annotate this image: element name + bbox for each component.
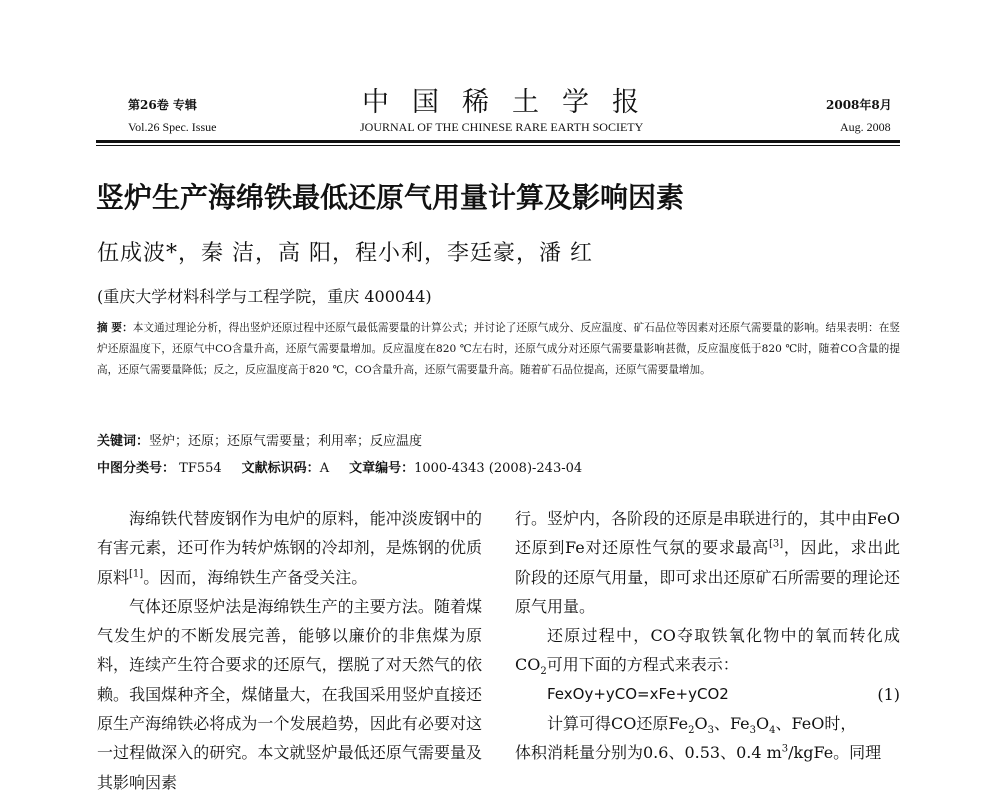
body-paragraph: 计算可得CO还原$Fe_2O_3$、$Fe_3O_4$、FeO时， <box>547 714 857 737</box>
article-title: 竖炉生产海绵铁最低还原气用量计算及影响因素 <box>96 181 685 214</box>
keywords-text: 竖炉；还原；还原气需要量；利用率；反应温度 <box>149 434 423 449</box>
equation: FexOy+yCO=xFe+yCO2 <box>547 684 729 703</box>
body-paragraph: 行。竖炉内，各阶段的还原是串联进行的，其中由FeO还原到Fe对还原性气氛的要求最高[3]，因此，求出此阶段的还原气用量，即可求出还原矿石所需要的理论还原气用量。 <box>515 509 900 616</box>
volume-en: Vol.26 Spec. Issue <box>128 120 217 134</box>
doccode-value: A <box>319 461 330 476</box>
header-rule-thick <box>96 140 900 143</box>
date-en: Aug. 2008 <box>840 120 891 134</box>
journal-title-en: JOURNAL OF THE CHINESE RARE EARTH SOCIETY <box>360 120 644 134</box>
affiliation: (重庆大学材料科学与工程学院，重庆 400044) <box>97 287 432 306</box>
body-paragraph: 海绵铁代替废钢作为电炉的原料，能冲淡废钢中的有害元素，还可作为转炉炼钢的冷却剂，是炼钢的优质原料[1]。因而，海绵铁生产备受关注。 <box>97 509 482 587</box>
keywords-line <box>97 430 422 449</box>
keywords-label: 关键词： <box>97 434 150 449</box>
author-list: 伍成波*，秦 洁，高 阳，程小利，李廷豪，潘 红 <box>97 241 593 266</box>
equation-number: (1) <box>877 684 900 704</box>
header-rule-thin <box>96 145 900 146</box>
equation-row <box>515 680 900 709</box>
article-no-value: 1000-4343 (2008)-243-04 <box>414 461 583 476</box>
date-cn: 2008年8月 <box>826 98 892 112</box>
class-value: TF554 <box>179 461 222 476</box>
citation: [1] <box>129 568 144 580</box>
classification-line <box>97 457 582 476</box>
body-paragraph: 还原过程中，CO夺取铁氧化物中的氧而转化成$CO_2$可用下面的方程式来表示： <box>515 626 900 678</box>
body-column-left <box>97 504 482 797</box>
body-paragraph: 体积消耗量分别为0.6、0.53、0.4 $m^3$/kgFe。同理 <box>515 743 882 763</box>
journal-title-cn: 中国稀土学报 <box>362 87 662 118</box>
citation: [3] <box>769 538 784 550</box>
volume-cn: 第26卷 专辑 <box>128 98 197 112</box>
body-column-right <box>515 504 900 768</box>
class-label: 中图分类号： <box>97 461 176 476</box>
abstract <box>97 318 900 381</box>
doccode-label: 文献标识码： <box>241 461 320 476</box>
body-paragraph: 气体还原竖炉法是海绵铁生产的主要方法。随着煤气发生炉的不断发展完善，能够以廉价的非焦煤为原料，连续产生符合要求的还原气，摆脱了对天然气的依赖。我国煤种齐全，煤储量大，在我国采用竖炉直接还原生产海绵铁必将成为一个发展趋势，因此有必要对这一过程做深入的研究。本文就竖炉最低还原气需要量及其影响因素 <box>97 596 482 792</box>
abstract-text: 本文通过理论分析，得出竖炉还原过程中还原气最低需要量的计算公式；并讨论了还原气成分、反应温度、矿石品位等因素对还原气需要量的影响。结果表明：在竖炉还原温度下，还原气中CO含量升高，还原气需要量增加。反应温度在820 ℃左右时，还原气成分对还原气需要量影响甚微，反应温度低于820 ℃时，随着CO含量的提高，还原气需要量降低；反之，反应温度高于820 ℃，CO含量升高，还原气需要量升高。随着矿石品位提高，还原气需要量增加。 <box>97 322 900 376</box>
article-no-label: 文章编号： <box>349 461 415 476</box>
abstract-label: 摘 要： <box>97 322 133 334</box>
